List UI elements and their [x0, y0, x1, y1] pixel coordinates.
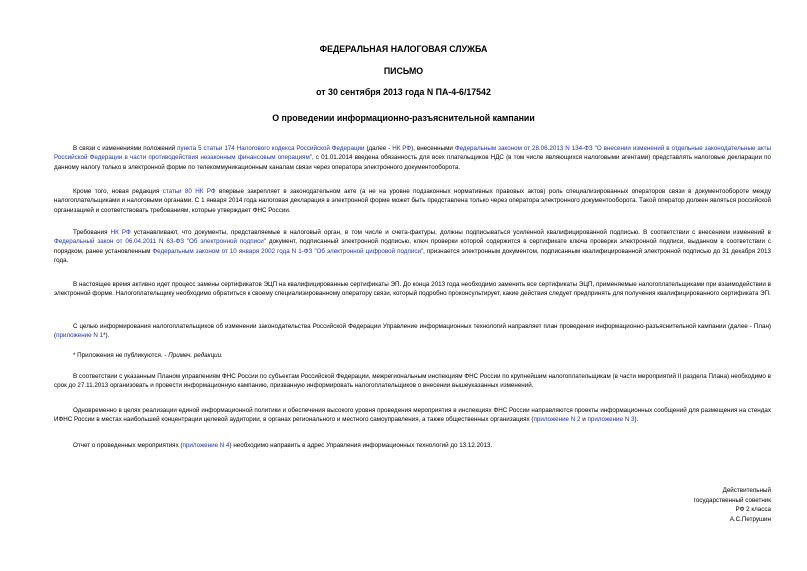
paragraph-1	[54, 144, 771, 172]
p4-text: В настоящее время активно идет процесс замены сертификатов ЭЦП на квалифицированные сертификаты ЭП. До конца 2013 года необходимо заменить все сертификаты ЭЦП, применяемые налогоплательщиками при взаимодействии в электронной форме. Налогоплательщику необходимо обратиться к своему специализированному оператору связи, который подробно проконсультирует, какие действия следует предпринять для получения квалифицированного сертификата ЭП.	[54, 281, 771, 298]
link-nk-rf[interactable]: НК РФ	[110, 229, 131, 236]
org-name: ФЕДЕРАЛЬНАЯ НАЛОГОВАЯ СЛУЖБА	[319, 44, 488, 54]
paragraph-7	[54, 406, 771, 425]
paragraph-2	[54, 187, 771, 215]
p5-text: С целью информирования налогоплательщиков об изменении законодательства Российской Федерации Управление информационных технологий направляет план проведения информационно-разъяснительной кампании (далее - План) (	[54, 323, 771, 340]
p8-text: ) необходимо направить в адрес Управления информационных технологий до 13.12.2013.	[229, 442, 493, 449]
p2-text: впервые закрепляет в законодательном акте (а не на уровне подзаконных нормативных правовых актов) роль специализированных операторов связи в документообороте между налогоплательщиками и налоговыми органами. С 1 января 2014 года налоговая декларация в электронной форме может быть представлена только через оператора электронного документооборота. Такой оператор должен являться российской организацией и соответствовать требованиям, которые утверждает ФНС России.	[54, 188, 771, 214]
signature-title-1: Действительный	[722, 487, 771, 494]
paragraph-6	[54, 372, 771, 391]
p3-text: устанавливают, что документы, представляемые в налоговый орган, в том числе и счета-фактуры, должны подписываться усиленной квалифицированной подписью. В соответствии с внесением изменений в	[130, 229, 771, 236]
link-nk-rf-art80[interactable]: статьи 80 НК РФ	[162, 188, 216, 195]
link-federal-law-134[interactable]: Федеральным законом от 28.06.2013 N 134-ФЗ "О внесении изменений в отдельные законодательные акты Российской Федерации в части противодействия незаконным финансовым операциям"	[54, 145, 771, 162]
signature-title-2: государственный советник	[693, 496, 771, 504]
doc-date-number: от 30 сентября 2013 года N ПА-4-6/17542	[316, 87, 491, 97]
paragraph-5	[54, 322, 771, 341]
p1-text: , с 01.01.2014 введена обязанность для всех плательщиков НДС (в том числе являющихся налоговыми агентами) представлять налоговые декларации по данному налогу только в электронной форме по телекоммуникационным каналам связи через оператора электронного документооборота.	[54, 154, 772, 171]
p3-text: , признается электронным документом, подписанным квалифицированной электронной подписью до 31 декабря 2013 года.	[54, 247, 772, 264]
doc-type: ПИСЬМО	[383, 66, 424, 76]
paragraph-3	[54, 228, 771, 265]
footnote	[54, 351, 771, 360]
p3-text: Требования	[73, 229, 111, 236]
footnote-text: * Приложения не публикуются. -	[73, 352, 169, 359]
link-appendix-2[interactable]: приложение N 2	[533, 416, 581, 424]
p7-text: Одновременно в целях реализации единой информационной политики и обеспечения высокого уровня проведения мероприятия в инспекциях ФНС России направляются проекты информационных сообщений для размещения на стендах ИФНС России в местах наибольшей концентрации целевой аудитории, в органах регионального и местного самоуправления, а также общественных организациях (	[54, 407, 771, 424]
p3-text: документ, подписанный электронной подписью, ключ проверки которой содержится в сертификате ключа проверки электронной подписи, выданном в соответствии с порядком, ранее установленным	[54, 238, 771, 255]
p1-text: ), внесенными	[411, 145, 455, 152]
p1-text: В связи с изменениями положений	[73, 145, 178, 152]
paragraph-8	[54, 441, 771, 450]
p8-text: Отчет о проведенных мероприятиях (	[73, 442, 183, 449]
paragraph-4	[54, 280, 771, 299]
link-federal-law-63[interactable]: Федеральный закон от 06.04.2011 N 63-ФЗ "Об электронной подписи"	[54, 238, 266, 246]
signature-title-3: РФ 2 класса	[735, 506, 771, 514]
p7-text: ).	[634, 416, 639, 424]
link-nk-rf[interactable]: НК РФ	[392, 145, 412, 152]
signature-block	[631, 486, 771, 524]
link-appendix-3[interactable]: приложение N 3	[587, 416, 635, 424]
p6-text: В соответствии с указанным Планом управлениям ФНС России по субъектам Российской Федерации, межрегиональным инспекциям ФНС России по крупнейшим налогоплательщикам (в части мероприятий II раздела Плана) необходимо в срок до 27.11.2013 организовать и провести информационную кампанию, призванную информировать налогоплательщиков о внесении вышеуказанных изменений.	[54, 373, 771, 390]
signature-name: А.С.Петрушин	[729, 515, 771, 523]
link-federal-law-1[interactable]: Федеральным законом от 10 января 2002 года N 1-ФЗ "Об электронной цифровой подписи"	[152, 247, 424, 255]
link-appendix-1[interactable]: приложение N 1	[56, 332, 104, 340]
link-nk-rf-art174[interactable]: пункта 5 статьи 174 Налогового кодекса Российской Федерации	[177, 145, 365, 152]
p7-text: и	[580, 416, 588, 424]
p1-text: (далее -	[364, 145, 393, 152]
link-appendix-4[interactable]: приложение N 4	[182, 442, 230, 449]
footnote-editor-note: Примеч. редакции.	[168, 352, 223, 359]
p5-text: *).	[103, 332, 110, 340]
p2-text: Кроме того, новая редакция	[73, 188, 163, 195]
doc-subject: О проведении информационно-разъяснительной кампании	[272, 113, 535, 123]
